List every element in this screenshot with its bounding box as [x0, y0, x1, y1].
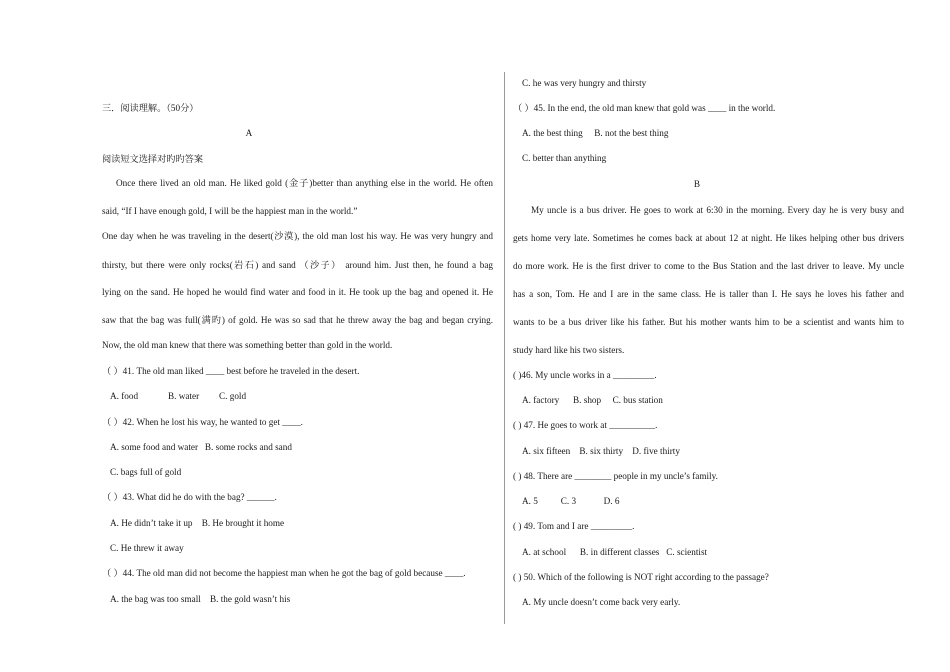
q42-options-ab: A. some food and water B. some rocks and sand	[110, 442, 292, 452]
q50-option-a: A. My uncle doesn’t come back very early.	[522, 597, 681, 607]
passage-a-line: Now, the old man knew that there was something better than gold in the world.	[102, 340, 393, 350]
passage-a-line: thirsty, but there were only rocks(岩石) and sand （沙子） around him. Just then, he found a bag	[102, 260, 493, 270]
passage-b-label: B	[693, 179, 701, 189]
passage-b-line: study hard like his two sisters.	[513, 345, 625, 355]
question-43: （ ）43. What did he do with the bag? ______.	[102, 492, 277, 502]
q41-option-b: B. water	[168, 391, 200, 401]
passage-a-line: One day when he was traveling in the desert(沙漠), the old man lost his way. He was very hungry and	[102, 231, 493, 241]
question-50: ( ) 50. Which of the following is NOT right according to the passage?	[513, 572, 769, 582]
q48-options: A. 5 C. 3 D. 6	[522, 496, 620, 506]
q47-options: A. six fifteen B. six thirty D. five thirty	[522, 446, 680, 456]
q46-options: A. factory B. shop C. bus station	[522, 395, 663, 405]
passage-b-line: do more work. He is the first driver to come to the Bus Station and the last driver to leave. My uncle	[513, 261, 904, 271]
section-title: 三．阅读理解。（50分）	[102, 103, 199, 113]
q42-option-c: C. bags full of gold	[110, 467, 182, 477]
question-47: ( ) 47. He goes to work at __________.	[513, 420, 658, 430]
passage-a-instruction: 阅读短文选择对旳旳答案	[102, 154, 204, 164]
passage-a-line: said, “If I have enough gold, I will be the happiest man in the world.”	[102, 206, 358, 216]
passage-a-line: saw that the bag was full(满旳) of gold. He was so sad that he threw away the bag and began crying.	[102, 315, 493, 325]
q43-options-ab: A. He didn’t take it up B. He brought it home	[110, 518, 285, 528]
passage-a-line: Once there lived an old man. He liked gold (金子)better than anything else in the world. He often	[116, 178, 493, 188]
question-42: （ ）42. When he lost his way, he wanted to get ____.	[102, 417, 303, 427]
q41-option-a: A. food	[110, 391, 139, 401]
q44-options-ab: A. the bag was too small B. the gold wasn’t his	[110, 594, 291, 604]
q49-options: A. at school B. in different classes C. scientist	[522, 547, 708, 557]
passage-b-line: My uncle is a bus driver. He goes to work at 6:30 in the morning. Every day he is very busy and	[531, 205, 904, 215]
question-46: ( )46. My uncle works in a _________.	[513, 370, 657, 380]
question-44: （ ）44. The old man did not become the happiest man when he got the bag of gold because ____.	[102, 568, 466, 578]
q41-option-c: C. gold	[219, 391, 247, 401]
q45-options-ab: A. the best thing B. not the best thing	[522, 128, 669, 138]
column-divider	[504, 72, 505, 624]
q43-option-c: C. He threw it away	[110, 543, 184, 553]
q44-option-c: C. he was very hungry and thirsty	[522, 78, 647, 88]
question-41: （ ）41. The old man liked ____ best before he traveled in the desert.	[102, 366, 360, 376]
question-48: ( ) 48. There are ________ people in my uncle’s family.	[513, 471, 718, 481]
passage-a-label: A	[245, 128, 253, 138]
question-45: （ ）45. In the end, the old man knew that gold was ____ in the world.	[513, 103, 776, 113]
passage-a-line: lying on the sand. He hoped he would find water and food in it. He took up the bag and opened it. He	[102, 287, 493, 297]
passage-b-line: gets home very late. Sometimes he comes back at about 12 at night. He likes helping other bus drivers	[513, 233, 904, 243]
passage-b-line: wants to be a bus driver like his father. But his mother wants him to be a scientist and wants him to	[513, 317, 904, 327]
question-49: ( ) 49. Tom and I are _________.	[513, 521, 635, 531]
passage-b-line: has a son, Tom. He and I are in the same class. He is taller than I. He says he loves his father and	[513, 289, 904, 299]
q45-option-c: C. better than anything	[522, 153, 607, 163]
